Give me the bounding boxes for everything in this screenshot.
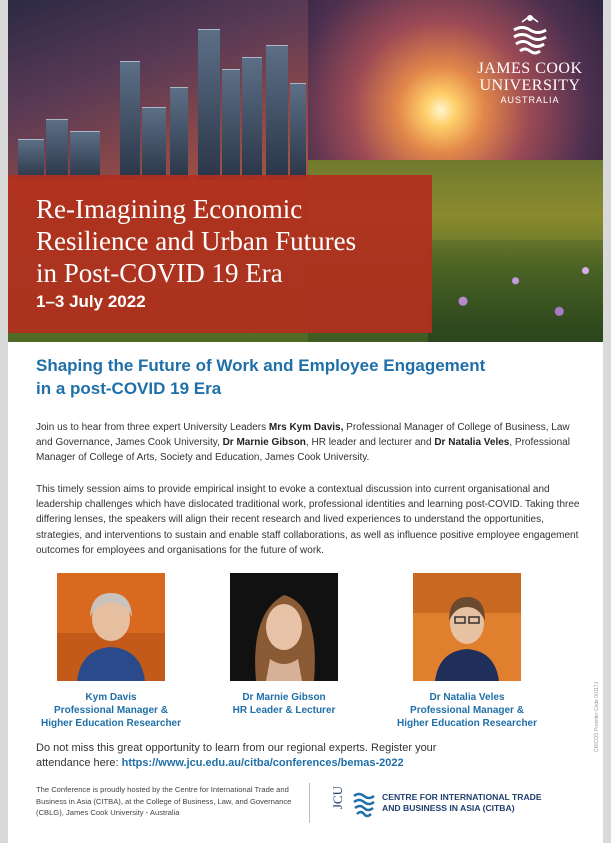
speaker-photo-marnie [230, 573, 338, 681]
jcu-mark-text: JCU [330, 786, 345, 810]
speaker-role: Higher Education Researcher [40, 718, 182, 729]
cricos-code: CRICOS Provider Code 00117J [594, 681, 600, 752]
cta-text: Do not miss this great opportunity to learn from our regional experts. Register your attendance here: [36, 742, 437, 769]
citba-name-line2: AND BUSINESS IN ASIA (CITBA) [382, 802, 515, 813]
city-skyline-image [8, 30, 308, 180]
speaker-name-marnie: Dr Marnie Gibson [222, 437, 306, 449]
speaker-name: Kym Davis [85, 692, 137, 703]
logo-name-line1: JAMES COOK [477, 60, 583, 77]
citba-name [382, 792, 582, 813]
speaker-role: Professional Manager & [54, 705, 168, 716]
event-title [36, 193, 426, 289]
speaker-photo-natalia [413, 573, 521, 681]
speaker-name-kym: Mrs Kym Davis, [268, 422, 344, 433]
intro-text: , HR leader and lecturer and [305, 437, 435, 449]
event-dates: 1–3 July 2022 [36, 292, 146, 311]
session-title-line-2: in a post-COVID 19 Era [36, 379, 222, 398]
speaker-caption-marnie [199, 691, 369, 717]
registration-link[interactable]: https://www.jcu.edu.au/citba/conferences/bemas-2022 [121, 757, 404, 769]
intro-paragraph [36, 420, 581, 466]
intro-text: Join us to hear from three expert University Leaders [36, 422, 269, 433]
wildflowers-image [428, 240, 603, 342]
speaker-photo-kym [57, 573, 165, 681]
speaker-name-natalia: Dr Natalia Veles [434, 437, 510, 449]
intro-text: Professional Manager of College of Business, Law and Governance, James Cook University, [36, 422, 570, 449]
speaker-role: Professional Manager & [410, 705, 524, 716]
description-paragraph: This timely session aims to provide empirical insight to evoke a contextual discussion into current organisational and leadership challenges which have dislocated traditional work, professional identities and learning post-COVID. Taking three differing lenses, the speakers will align their recent research and lived experiences to understand the opportunities, strategies, and interventions to sustain and enable staff collaborations, as well as influence positive employee engagement outcomes for employees and organisations for the future of work. [36, 484, 580, 556]
speaker-name: Dr Natalia Veles [429, 692, 505, 703]
title-line-2: Resilience and Urban Futures [36, 226, 357, 256]
title-line-3: in Post-COVID 19 Era [36, 258, 283, 288]
title-line-1: Re-Imagining Economic [36, 194, 303, 224]
session-title-line-1: Shaping the Future of Work and Employee Engagement [36, 356, 486, 375]
flyer-page [8, 0, 603, 843]
footer-divider [309, 783, 310, 823]
speaker-caption-kym [26, 691, 196, 730]
speaker-role: Higher Education Researcher [396, 718, 538, 729]
jcu-wave-icon [352, 788, 376, 818]
logo-country: AUSTRALIA [500, 95, 560, 105]
session-title [36, 354, 576, 400]
citba-name-line1: CENTRE FOR INTERNATIONAL TRADE [382, 792, 542, 802]
speaker-name: Dr Marnie Gibson [242, 692, 326, 703]
jcu-crest-icon [508, 12, 552, 56]
speaker-role: HR Leader & Lecturer [232, 705, 336, 716]
hosted-by-text: The Conference is proudly hosted by the Centre for International Trade and Business in Asia (CITBA), at the College of Business, Law, and Governance (CBLG), James Cook University - Australia [36, 785, 292, 817]
speaker-caption-natalia [382, 691, 552, 730]
jcu-logo [470, 12, 590, 105]
registration-call-to-action [36, 741, 476, 771]
hero-banner [8, 0, 603, 342]
intro-text: , Professional Manager of College of Arts, Society and Education, James Cook University. [36, 437, 570, 464]
logo-name-line2: UNIVERSITY [479, 77, 581, 94]
